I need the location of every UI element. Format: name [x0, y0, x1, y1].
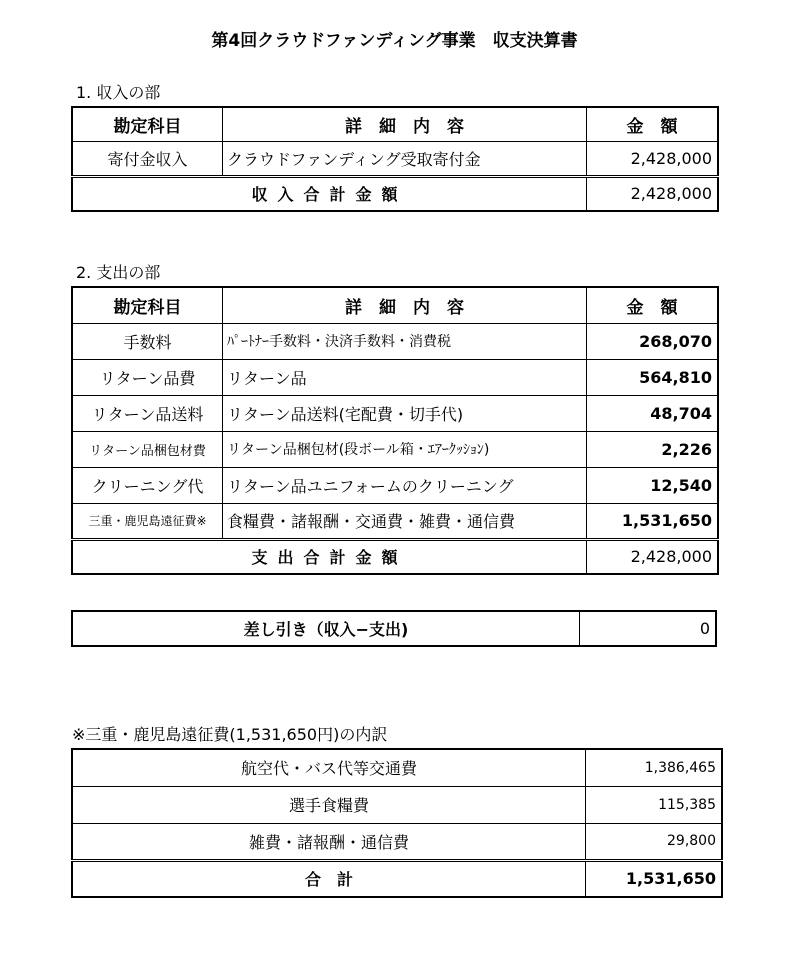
expense-account: リターン品費 — [72, 359, 223, 395]
expense-detail: リターン品 — [223, 359, 587, 395]
header-amount: 金 額 — [587, 287, 719, 323]
expense-amount: 1,531,650 — [587, 503, 719, 539]
income-total-value: 2,428,000 — [587, 176, 719, 211]
breakdown-amount: 1,386,465 — [586, 749, 723, 786]
breakdown-heading: ※三重・鹿児島遠征費(1,531,650円)の内訳 — [72, 725, 388, 744]
balance-table — [71, 610, 717, 647]
expense-total-value: 2,428,000 — [587, 539, 719, 574]
page-title: 第4回クラウドファンディング事業 収支決算書 — [211, 31, 578, 51]
breakdown-amount: 29,800 — [586, 823, 723, 860]
breakdown-table — [71, 748, 723, 898]
breakdown-label: 雑費・諸報酬・通信費 — [72, 823, 586, 860]
expense-header-row — [72, 287, 718, 323]
income-detail: クラウドファンディング受取寄付金 — [223, 141, 587, 176]
breakdown-row — [72, 786, 722, 823]
expense-account: リターン品送料 — [72, 395, 223, 431]
expense-row — [72, 503, 718, 539]
expense-table — [71, 286, 719, 575]
expense-account: 三重・鹿児島遠征費※ — [72, 503, 223, 539]
expense-detail: リターン品ユニフォームのクリーニング — [223, 467, 587, 503]
balance-value: 0 — [580, 611, 717, 646]
expense-amount: 268,070 — [587, 323, 719, 359]
expense-detail: ﾊﾟｰﾄﾅｰ手数料・決済手数料・消費税 — [223, 323, 587, 359]
income-heading: 1. 収入の部 — [76, 83, 161, 102]
header-detail: 詳 細 内 容 — [223, 287, 587, 323]
header-account: 勘定科目 — [72, 287, 223, 323]
breakdown-row — [72, 749, 722, 786]
header-detail: 詳 細 内 容 — [223, 107, 587, 141]
income-total-row — [72, 176, 718, 211]
income-account: 寄付金収入 — [72, 141, 223, 176]
income-amount: 2,428,000 — [587, 141, 719, 176]
balance-label: 差し引き（収入−支出) — [72, 611, 580, 646]
expense-row — [72, 359, 718, 395]
expense-row — [72, 431, 718, 467]
income-header-row — [72, 107, 718, 141]
expense-detail: リターン品送料(宅配費・切手代) — [223, 395, 587, 431]
income-total-label: 収入合計金額 — [72, 176, 587, 211]
expense-amount: 2,226 — [587, 431, 719, 467]
expense-row — [72, 467, 718, 503]
breakdown-total-label: 合 計 — [72, 860, 586, 897]
expense-detail: リターン品梱包材(段ボール箱・ｴｱｰｸｯｼｮﾝ) — [223, 431, 587, 467]
income-row — [72, 141, 718, 176]
expense-account: リターン品梱包材費 — [72, 431, 223, 467]
breakdown-label: 選手食糧費 — [72, 786, 586, 823]
expense-detail: 食糧費・諸報酬・交通費・雑費・通信費 — [223, 503, 587, 539]
expense-row — [72, 395, 718, 431]
income-table — [71, 106, 719, 212]
expense-account: クリーニング代 — [72, 467, 223, 503]
expense-total-row — [72, 539, 718, 574]
expense-row — [72, 323, 718, 359]
breakdown-amount: 115,385 — [586, 786, 723, 823]
expense-account: 手数料 — [72, 323, 223, 359]
expense-amount: 564,810 — [587, 359, 719, 395]
breakdown-label: 航空代・バス代等交通費 — [72, 749, 586, 786]
breakdown-row — [72, 823, 722, 860]
header-amount: 金 額 — [587, 107, 719, 141]
expense-heading: 2. 支出の部 — [76, 263, 161, 282]
header-account: 勘定科目 — [72, 107, 223, 141]
expense-amount: 12,540 — [587, 467, 719, 503]
balance-row — [72, 611, 716, 646]
expense-amount: 48,704 — [587, 395, 719, 431]
expense-total-label: 支出合計金額 — [72, 539, 587, 574]
breakdown-total-value: 1,531,650 — [586, 860, 723, 897]
breakdown-total-row — [72, 860, 722, 897]
